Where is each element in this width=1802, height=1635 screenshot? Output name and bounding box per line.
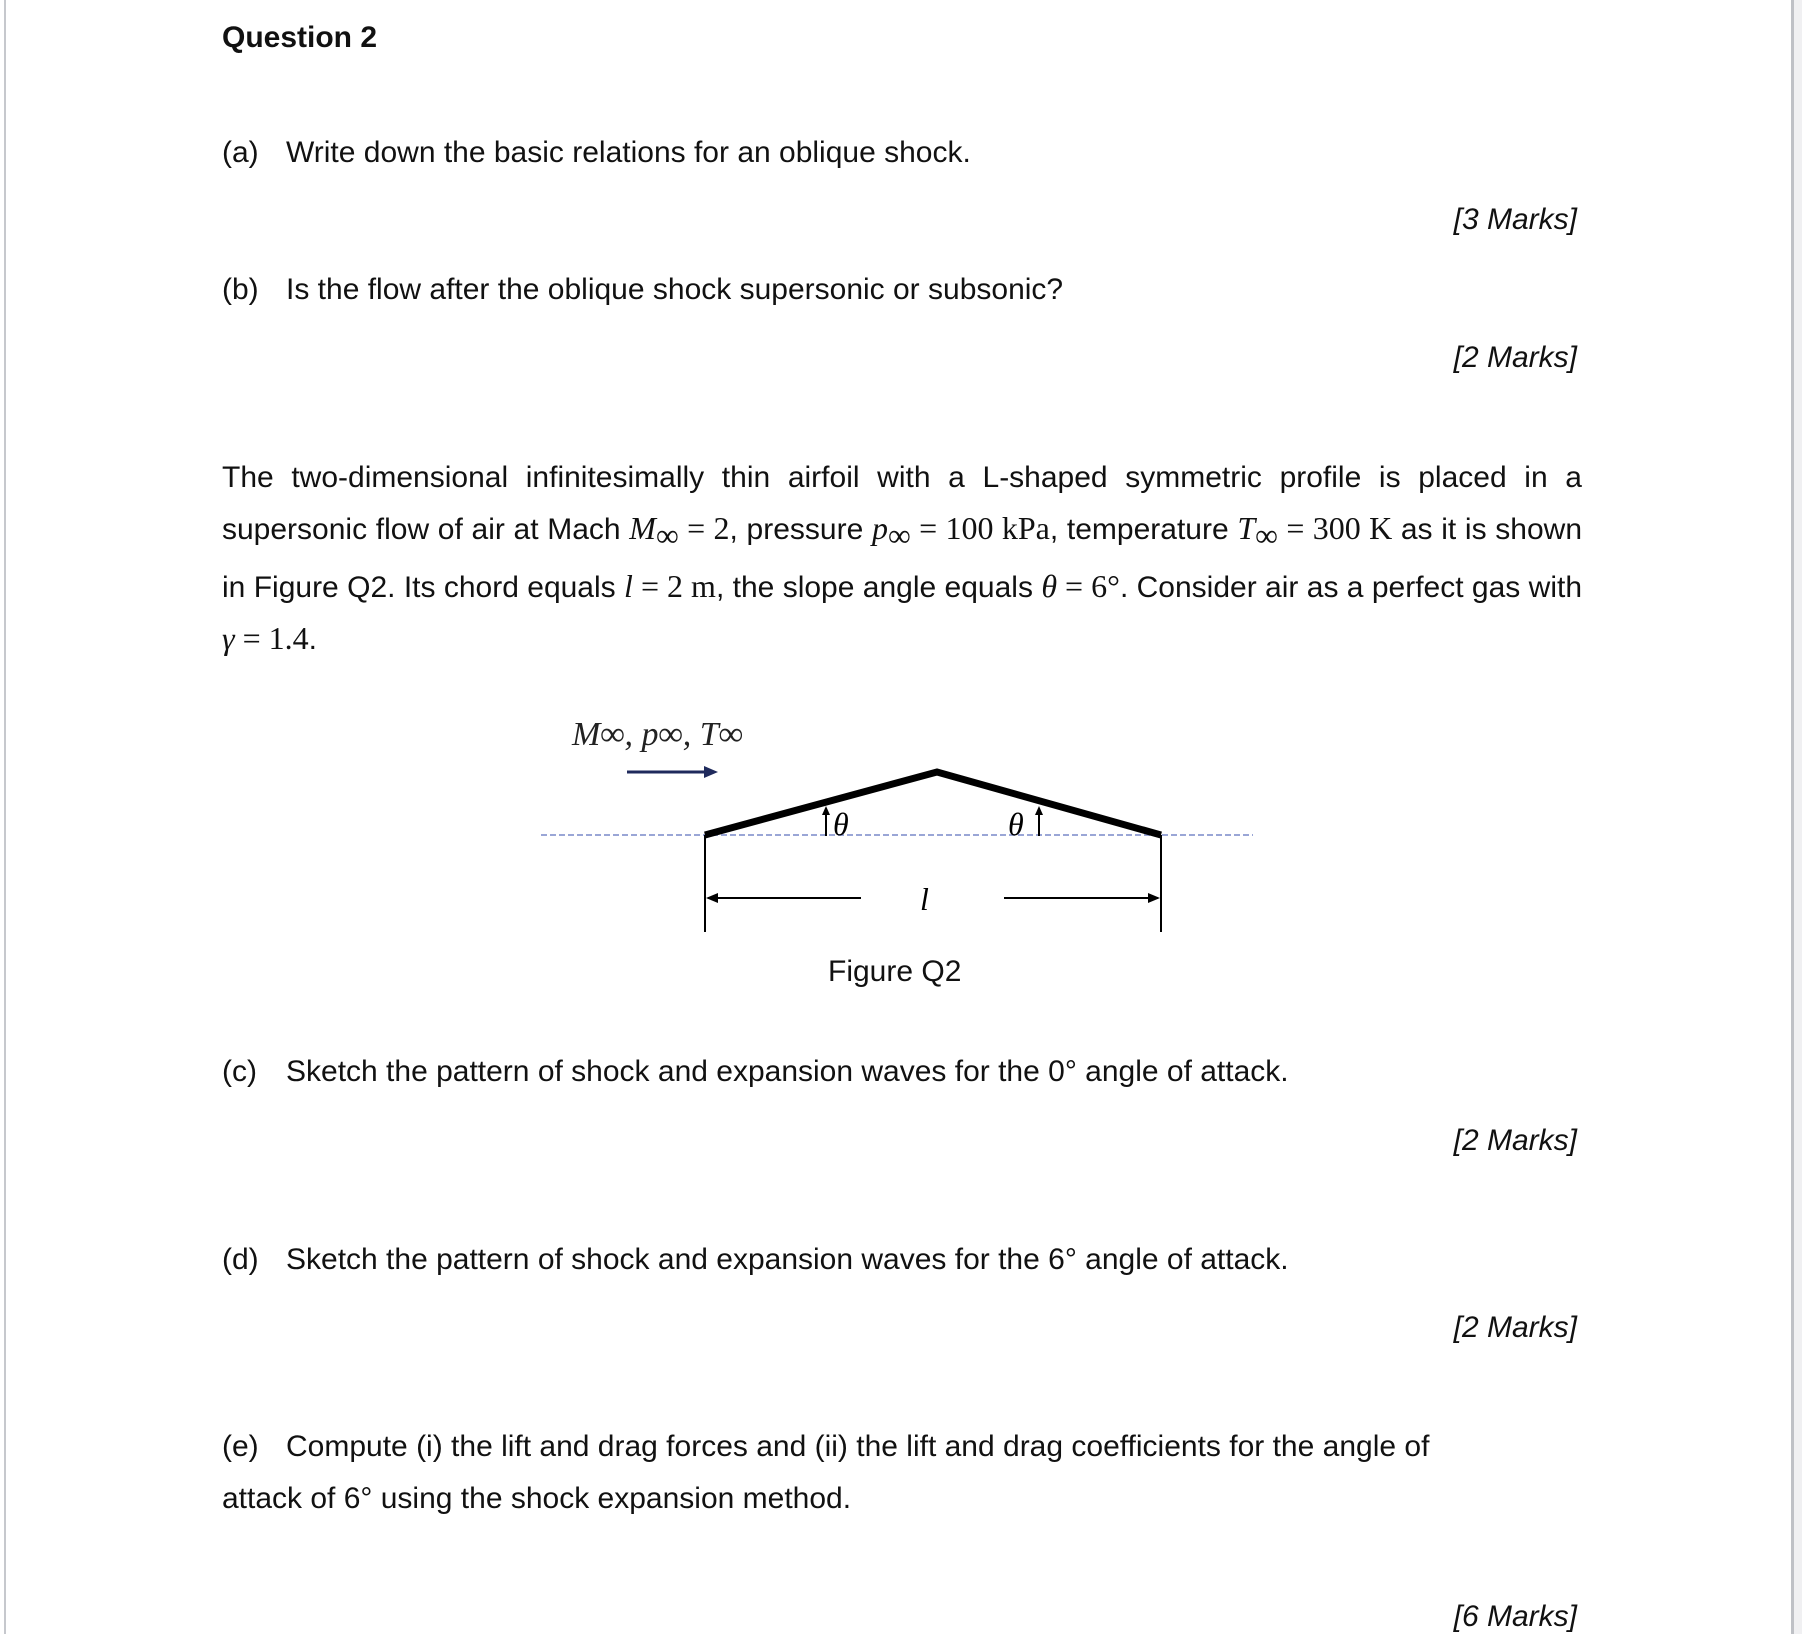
part-a-label: (a) [222,136,259,169]
part-d-label: (d) [222,1243,259,1276]
part-c [222,1054,1289,1090]
stmt-text: , the slope angle equals [715,571,1042,604]
l-var: l [624,568,633,604]
stmt-text: as it is shown in Figure Q2. Its chord equals [222,513,1583,604]
part-d-marks: [2 Marks] [1453,1311,1577,1344]
part-a-marks: [3 Marks] [1453,203,1577,236]
stmt-text: The two-dimensional infinitesimally thin airfoil with a L-shaped symmetric profile is placed in a supersonic flow of air at Mach [222,461,1582,546]
theta-var: θ [1041,568,1058,604]
theta-label-right: θ [1008,806,1024,842]
l-val: = 2 m [632,568,716,604]
part-c-marks: [2 Marks] [1453,1124,1577,1157]
theta-label-left: θ [833,806,849,842]
part-c-label: (c) [222,1055,257,1088]
chord-label: l [920,881,929,917]
stmt-text: , pressure [729,513,872,546]
theta-val: = 6° [1057,568,1120,604]
stmt-text: . [308,623,317,656]
part-a-text: Write down the basic relations for an oblique shock. [286,136,971,169]
part-e-line2: attack of 6° using the shock expansion method. [222,1482,852,1515]
T-var: T [1237,510,1256,546]
part-e-label: (e) [222,1430,259,1463]
p-val: = 100 kPa [910,510,1050,546]
chord-dimension-arrows [706,893,1160,903]
part-b-text: Is the flow after the oblique shock supersonic or subsonic? [286,273,1064,306]
T-val: = 300 K [1277,510,1393,546]
flow-arrow-icon [627,766,718,778]
stmt-text: . Consider air as a perfect gas with [1119,571,1582,604]
inf-sub: ∞ [655,517,679,553]
question-title: Question 2 [222,21,378,54]
airfoil-profile [705,772,1161,835]
part-c-text: Sketch the pattern of shock and expansion waves for the 0° angle of attack. [286,1055,1289,1088]
flow-conditions-label: M∞, p∞, T∞ [572,716,743,753]
part-b-label: (b) [222,273,259,306]
part-d-text: Sketch the pattern of shock and expansion waves for the 6° angle of attack. [286,1243,1289,1276]
inf-sub: ∞ [887,517,911,553]
gamma-var: γ [222,620,235,656]
gamma-val: = 1.4 [234,620,309,656]
inf-sub: ∞ [1255,517,1278,553]
part-e-text: Compute (i) the lift and drag forces and (ii) the lift and drag coefficients for the angle of [286,1430,1430,1463]
part-d [222,1242,1289,1278]
p-var: p [871,510,888,546]
stmt-text: , temperature [1049,513,1238,546]
mach-val: = 2 [678,510,730,546]
mach-var: M [629,510,656,546]
part-e [222,1429,1429,1465]
figure-caption: Figure Q2 [828,955,962,988]
part-e-marks: [6 Marks] [1453,1600,1577,1633]
part-b-marks: [2 Marks] [1453,341,1577,374]
